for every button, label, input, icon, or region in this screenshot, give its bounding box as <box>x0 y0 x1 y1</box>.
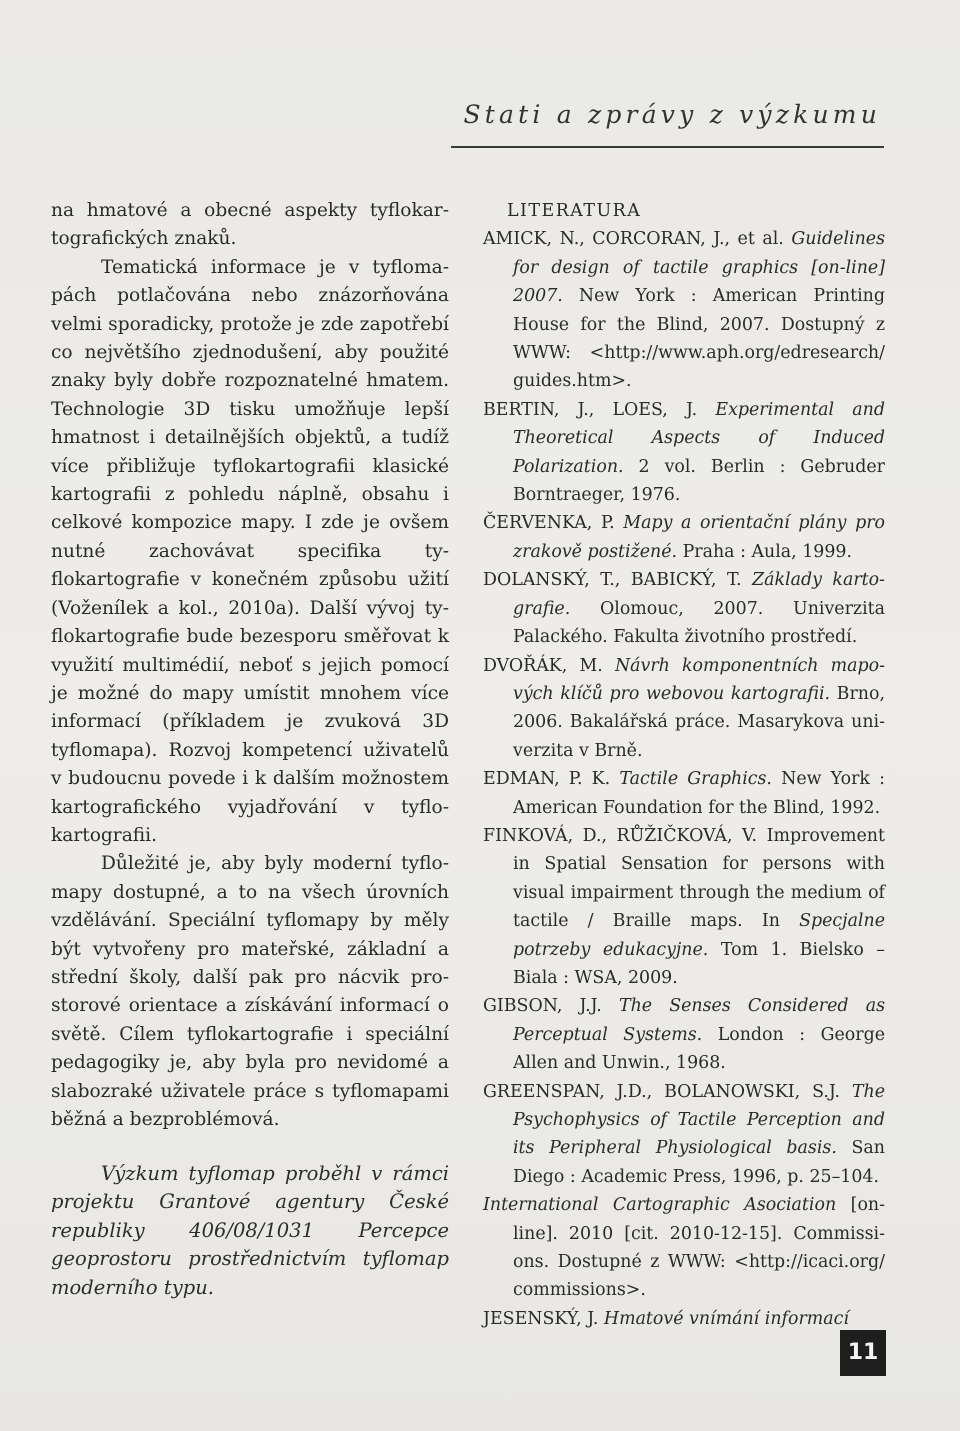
reference-entry: GIBSON, J.J. The Senses Considered as Perceptual Systems. London : George Allen and Unwin., 1968. <box>483 996 886 1074</box>
acknowledgement-note: Výzkum tyflomap proběhl v rámci projektu Grantové agentury České republiky 406/08/1031 Percepce geoprostoru prostřednictvím tyflomap moderního typu. <box>51 1162 449 1299</box>
reference-entry: FINKOVÁ, D., RŮŽIČKOVÁ, V. Improvement in Spatial Sensation for persons with visual impairment through the medium of tactile / Braille maps. In Specjalne potrzeby edukacyjne. Tom 1. Bielsko – Biala : WSA, 2009. <box>483 825 885 988</box>
header-rule <box>451 146 884 148</box>
paragraph-1: na hmatové a obecné aspekty tyflokartografických znaků. <box>51 200 449 250</box>
reference-entry: BERTIN, J., LOES, J. Experimental and Theoretical Aspects of Induced Polarization. 2 vol. Berlin : Gebruder Borntraeger, 1976. <box>483 399 885 506</box>
section-header: Stati a zprávy z výzkumu <box>463 100 881 129</box>
references-heading: LITERATURA <box>507 201 642 221</box>
paragraph-3: Důležité je, aby byly moderní tyflomapy dostupné, a to na všech úrovních vzdělávání. Speciální tyflomapy by měly být vytvořeny pro mateřské, základní a střední školy, další pak pro nácvik prostorové orientace a získávání informací o světě. Cílem tyflokartografie i speciální pedagogiky je, aby byla pro nevidomé a slabozraké uživatele práce s tyflomapami běžná a bezproblémová. <box>51 853 449 1130</box>
references-column <box>483 197 885 1333</box>
left-column <box>51 197 449 1134</box>
reference-entry: DVOŘÁK, M. Návrh komponentních mapových klíčů pro webovou kartografii. Brno, 2006. Bakalářská práce. Masarykova univerzita v Brně. <box>483 655 885 761</box>
reference-entry: GREENSPAN, J.D., BOLANOWSKI, S.J. The Psychophysics of Tactile Perception and its Peripheral Physiological basis. San Diego : Academic Press, 1996, p. 25–104. <box>483 1081 885 1187</box>
reference-entry: International Cartographic Asociation [on-line]. 2010 [cit. 2010-12-15]. Commissions. Dostupné z WWW: <http://icaci.org/ commissions>. <box>483 1195 885 1301</box>
reference-entry: AMICK, N., CORCORAN, J., et al. Guidelines for design of tactile graphics [on-line] 2007. New York : American Printing House for the Blind, 2007. Dostupný z WWW: <http://www.aph.org/edresearch/ guides.htm>. <box>483 229 885 392</box>
reference-entry: JESENSKÝ, J. Hmatové vnímání informací <box>483 1308 849 1329</box>
reference-entry: DOLANSKÝ, T., BABICKÝ, T. Základy kartografie. Olomouc, 2007. Univerzita Palackého. Fakulta životního prostředí. <box>483 570 885 648</box>
paragraph-2: Tematická informace je v tyflomapách potlačována nebo znázorňována velmi sporadicky, protože je zde zapotřebí co největšího zjednodušení, aby použité znaky byly dobře rozpoznatelné hmatem. Technologie 3D tisku umožňuje lepší hmatnost i detailnějších objektů, a tudíž více přibližuje tyflokartografii klasické kartografii z pohledu náplně, obsahu i celkové kompozice mapy. I zde je ovšem nutné zachovávat specifika tyflokartografie v konečném způsobu užití (Voženílek a kol., 2010a). Další vývoj tyflokartografie bude bezesporu směřovat k využití multimédií, neboť s jejich pomocí je možné do mapy umístit mnohem více informací (příkladem je zvuková 3D tyflomapa). Rozvoj kompetencí uživatelů v budoucnu povede i k dalším možnostem kartografického vyjadřování v tyflokartografii. <box>51 256 449 846</box>
reference-entry: ČERVENKA, P. Mapy a orientační plány pro zrakově postižené. Praha : Aula, 1999. <box>483 513 885 562</box>
reference-entry: EDMAN, P. K. Tactile Graphics. New York : American Foundation for the Blind, 1992. <box>483 769 885 818</box>
page-number: 11 <box>840 1330 886 1376</box>
